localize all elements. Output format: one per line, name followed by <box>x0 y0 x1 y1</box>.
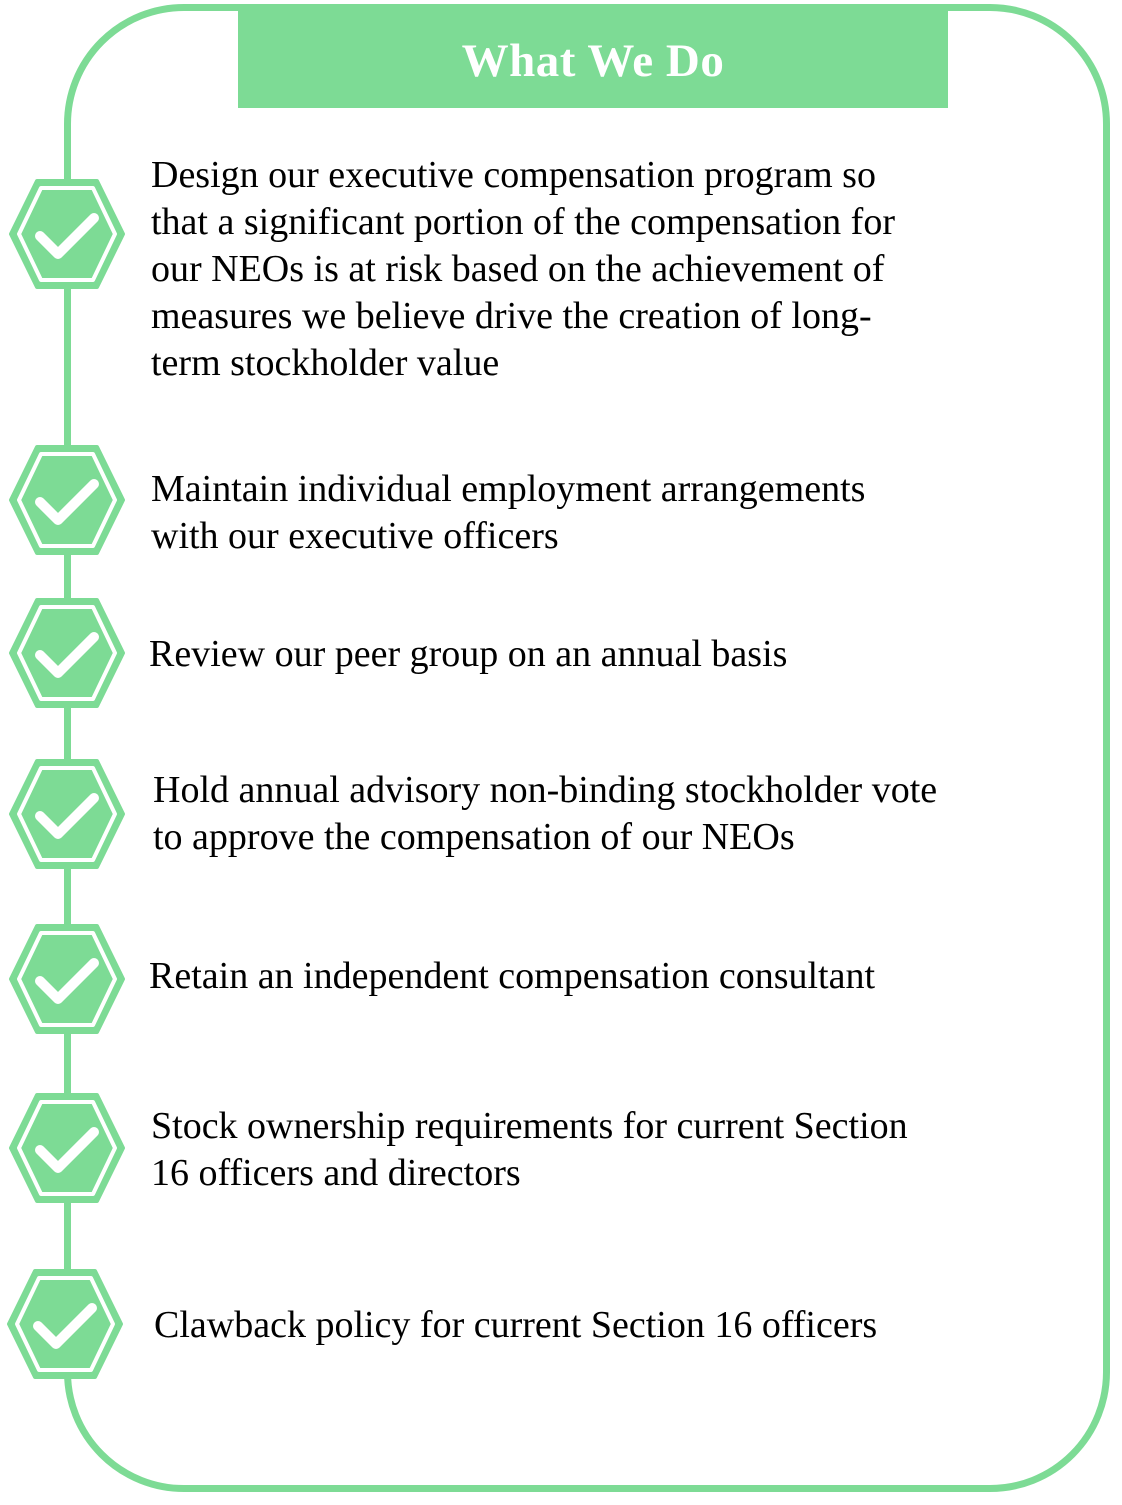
item-line: Maintain individual employment arrangements <box>151 468 866 510</box>
list-item <box>151 152 895 387</box>
list-item <box>151 466 865 560</box>
list-item <box>151 1103 908 1197</box>
item-line: Retain an independent compensation consultant <box>149 955 876 997</box>
item-line: Stock ownership requirements for current Section <box>151 1105 908 1147</box>
item-line: our NEOs is at risk based on the achievement of <box>151 248 885 290</box>
check-icon <box>8 923 126 1035</box>
item-line: with our executive officers <box>151 515 559 557</box>
list-item <box>149 953 875 1000</box>
item-line: Review our peer group on an annual basis <box>149 633 788 675</box>
list-item <box>149 631 787 678</box>
page-title: What We Do <box>238 11 948 108</box>
item-line: Clawback policy for current Section 16 officers <box>154 1304 878 1346</box>
item-line: Design our executive compensation program so <box>151 154 876 196</box>
list-item <box>154 1302 877 1349</box>
check-icon <box>8 597 126 709</box>
item-line: that a significant portion of the compensation for <box>151 201 895 243</box>
check-icon <box>8 1092 126 1204</box>
check-icon <box>8 758 126 870</box>
check-icon <box>8 444 126 556</box>
item-line: Hold annual advisory non-binding stockholder vote <box>153 769 938 811</box>
check-icon <box>8 178 126 290</box>
item-line: 16 officers and directors <box>151 1152 521 1194</box>
item-line: to approve the compensation of our NEOs <box>153 816 795 858</box>
item-line: term stockholder value <box>151 342 500 384</box>
item-line: measures we believe drive the creation of long- <box>151 295 872 337</box>
list-item <box>153 767 937 861</box>
check-icon <box>6 1268 124 1380</box>
